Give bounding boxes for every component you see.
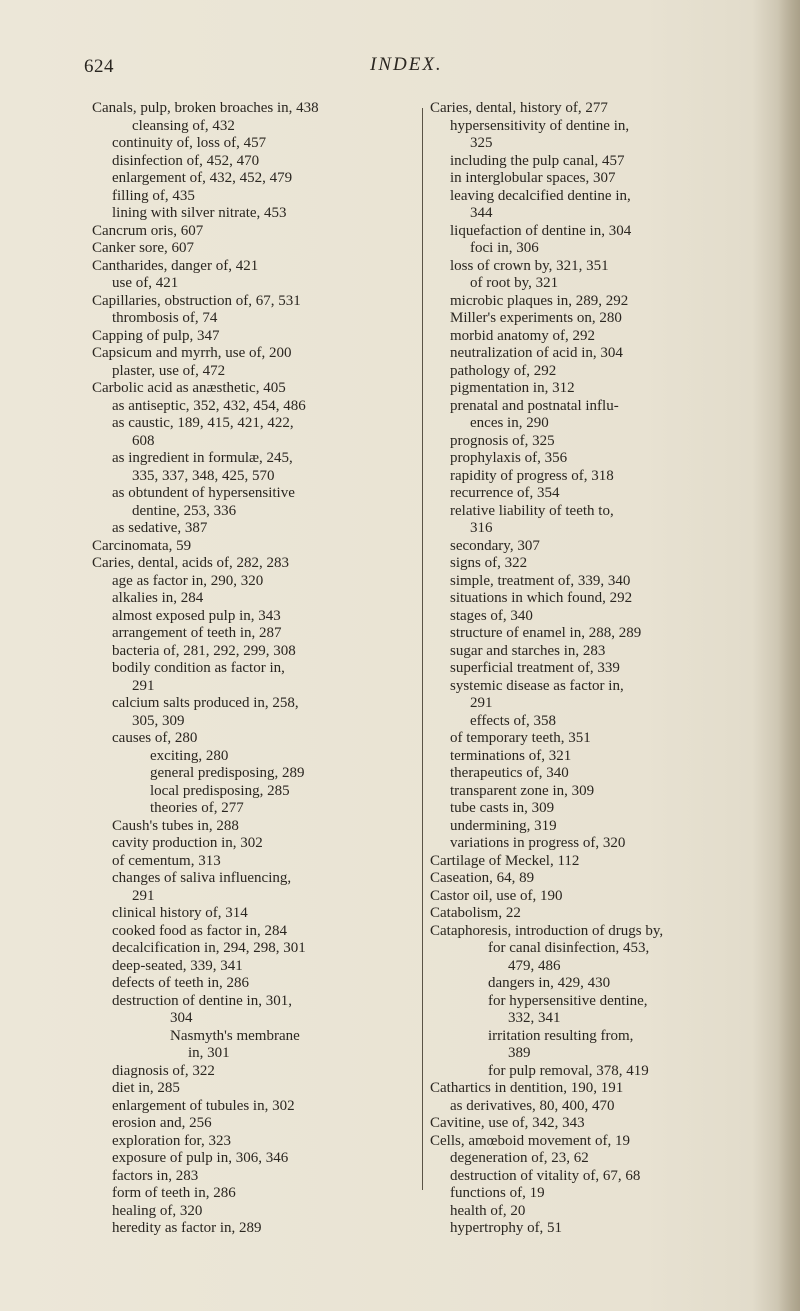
page-header bbox=[0, 50, 800, 80]
index-entry: as derivatives, 80, 400, 470 bbox=[450, 1097, 615, 1114]
index-entry: continuity of, loss of, 457 bbox=[112, 135, 267, 151]
index-entry: situations in which found, 292 bbox=[450, 590, 633, 606]
index-entry: alkalies in, 284 bbox=[112, 590, 204, 606]
index-entry: effects of, 358 bbox=[470, 712, 556, 729]
index-entry: 479, 486 bbox=[508, 957, 561, 974]
index-entry: general predisposing, 289 bbox=[150, 765, 305, 781]
index-entry: irritation resulting from, bbox=[488, 1027, 634, 1044]
index-entry: health of, 20 bbox=[450, 1202, 526, 1219]
index-entry: as obtundent of hypersensitive bbox=[112, 485, 295, 501]
index-entry: as caustic, 189, 415, 421, 422, bbox=[112, 415, 294, 431]
index-entry: 305, 309 bbox=[132, 712, 185, 729]
index-entry: arrangement of teeth in, 287 bbox=[112, 625, 282, 641]
page-edge-shadow bbox=[778, 0, 800, 1311]
index-entry: variations in progress of, 320 bbox=[450, 835, 626, 851]
index-entry: bodily condition as factor in, bbox=[112, 660, 285, 676]
index-entry: 316 bbox=[470, 520, 493, 536]
index-entry: 291 bbox=[132, 677, 155, 694]
index-entry: Cavitine, use of, 342, 343 bbox=[430, 1115, 585, 1131]
index-entry: hypertrophy of, 51 bbox=[450, 1220, 563, 1236]
index-entry: causes of, 280 bbox=[112, 730, 198, 746]
index-entry: disinfection of, 452, 470 bbox=[112, 152, 260, 169]
index-entry: relative liability of teeth to, bbox=[450, 502, 614, 519]
index-entry: exposure of pulp in, 306, 346 bbox=[112, 1150, 289, 1166]
index-entry: decalcification in, 294, 298, 301 bbox=[112, 940, 306, 956]
index-entry: Cartilage of Meckel, 112 bbox=[430, 852, 580, 869]
index-entry: Carbolic acid as anæsthetic, 405 bbox=[92, 380, 286, 396]
index-entry: plaster, use of, 472 bbox=[112, 362, 226, 379]
index-entry: 332, 341 bbox=[508, 1010, 561, 1026]
index-entry: pigmentation in, 312 bbox=[450, 380, 575, 396]
index-entry: prognosis of, 325 bbox=[450, 432, 555, 449]
index-entry: Canker sore, 607 bbox=[92, 240, 195, 256]
index-entry: degeneration of, 23, 62 bbox=[450, 1150, 589, 1166]
index-entry: as antiseptic, 352, 432, 454, 486 bbox=[112, 397, 306, 414]
index-entry: tube casts in, 309 bbox=[450, 800, 555, 816]
index-entry: of root by, 321 bbox=[470, 275, 559, 291]
index-entry: bacteria of, 281, 292, 299, 308 bbox=[112, 642, 296, 659]
index-entry: cavity production in, 302 bbox=[112, 835, 263, 851]
index-entry: filling of, 435 bbox=[112, 187, 195, 204]
index-entry: systemic disease as factor in, bbox=[450, 677, 624, 694]
page-number: 624 bbox=[84, 56, 114, 77]
index-entry: cleansing of, 432 bbox=[132, 117, 235, 134]
index-entry: dangers in, 429, 430 bbox=[488, 975, 611, 991]
index-entry: 608 bbox=[132, 432, 155, 449]
index-entry: Caseation, 64, 89 bbox=[430, 870, 535, 886]
index-entry: Nasmyth's membrane bbox=[170, 1027, 300, 1044]
index-entry: exploration for, 323 bbox=[112, 1132, 231, 1149]
index-entry: in interglobular spaces, 307 bbox=[450, 170, 616, 186]
index-entry: Catabolism, 22 bbox=[430, 905, 521, 921]
index-entry: structure of enamel in, 288, 289 bbox=[450, 625, 642, 641]
index-entry: cooked food as factor in, 284 bbox=[112, 922, 287, 939]
index-entry: Capping of pulp, 347 bbox=[92, 327, 220, 344]
index-entry: clinical history of, 314 bbox=[112, 905, 248, 921]
index-entry: almost exposed pulp in, 343 bbox=[112, 607, 281, 624]
index-entry: age as factor in, 290, 320 bbox=[112, 572, 264, 589]
index-entry: prenatal and postnatal influ- bbox=[450, 397, 619, 414]
index-entry: leaving decalcified dentine in, bbox=[450, 187, 631, 204]
index-entry: exciting, 280 bbox=[150, 747, 229, 764]
index-entry: 291 bbox=[132, 887, 155, 904]
index-entry: Cathartics in dentition, 190, 191 bbox=[430, 1080, 624, 1096]
index-entry: terminations of, 321 bbox=[450, 747, 572, 764]
index-entry: calcium salts produced in, 258, bbox=[112, 695, 299, 711]
index-entry: defects of teeth in, 286 bbox=[112, 975, 250, 991]
index-entry: 325 bbox=[470, 135, 493, 151]
index-entry: hypersensitivity of dentine in, bbox=[450, 117, 630, 134]
index-entry: 344 bbox=[470, 205, 493, 221]
index-entry: erosion and, 256 bbox=[112, 1115, 212, 1131]
index-entry: Caries, dental, history of, 277 bbox=[430, 100, 608, 116]
index-entry: signs of, 322 bbox=[450, 555, 528, 571]
index-entry: liquefaction of dentine in, 304 bbox=[450, 222, 632, 239]
index-entry: loss of crown by, 321, 351 bbox=[450, 257, 609, 274]
index-entry: morbid anatomy of, 292 bbox=[450, 327, 595, 344]
index-entry: microbic plaques in, 289, 292 bbox=[450, 292, 629, 309]
index-column-left bbox=[92, 100, 417, 1238]
index-entry: for pulp removal, 378, 419 bbox=[488, 1062, 649, 1079]
index-entry: for canal disinfection, 453, bbox=[488, 940, 650, 956]
index-entry: of cementum, 313 bbox=[112, 852, 221, 869]
index-entry: rapidity of progress of, 318 bbox=[450, 467, 614, 484]
index-entry: functions of, 19 bbox=[450, 1185, 545, 1201]
index-entry: enlargement of, 432, 452, 479 bbox=[112, 170, 293, 186]
index-entry: foci in, 306 bbox=[470, 240, 539, 256]
index-entry: dentine, 253, 336 bbox=[132, 502, 237, 519]
index-entry: recurrence of, 354 bbox=[450, 485, 560, 501]
index-entry: local predisposing, 285 bbox=[150, 782, 290, 799]
index-entry: lining with silver nitrate, 453 bbox=[112, 205, 287, 221]
index-entry: thrombosis of, 74 bbox=[112, 310, 218, 326]
index-entry: prophylaxis of, 356 bbox=[450, 450, 568, 466]
column-divider bbox=[422, 108, 423, 1190]
index-entry: heredity as factor in, 289 bbox=[112, 1220, 262, 1236]
index-entry: destruction of dentine in, 301, bbox=[112, 992, 292, 1009]
index-entry: pathology of, 292 bbox=[450, 362, 557, 379]
index-entry: healing of, 320 bbox=[112, 1202, 203, 1219]
index-entry: Cancrum oris, 607 bbox=[92, 222, 204, 239]
index-entry: Canals, pulp, broken broaches in, 438 bbox=[92, 100, 319, 116]
index-entry: as ingredient in formulæ, 245, bbox=[112, 450, 293, 466]
index-entry: theories of, 277 bbox=[150, 800, 244, 816]
index-entry: transparent zone in, 309 bbox=[450, 782, 595, 799]
index-entry: Caries, dental, acids of, 282, 283 bbox=[92, 555, 290, 571]
index-entry: of temporary teeth, 351 bbox=[450, 730, 591, 746]
index-entry: form of teeth in, 286 bbox=[112, 1185, 236, 1201]
index-entry: Caush's tubes in, 288 bbox=[112, 817, 239, 834]
index-entry: 389 bbox=[508, 1045, 531, 1061]
index-entry: enlargement of tubules in, 302 bbox=[112, 1097, 295, 1114]
running-head: INDEX. bbox=[370, 54, 443, 75]
index-entry: diagnosis of, 322 bbox=[112, 1062, 215, 1079]
index-column-right bbox=[430, 100, 756, 1238]
index-entry: Miller's experiments on, 280 bbox=[450, 310, 622, 326]
index-entry: Capsicum and myrrh, use of, 200 bbox=[92, 345, 292, 361]
index-entry: Cells, amœboid movement of, 19 bbox=[430, 1132, 630, 1149]
index-entry: secondary, 307 bbox=[450, 537, 540, 554]
index-entry: destruction of vitality of, 67, 68 bbox=[450, 1167, 641, 1184]
index-entry: simple, treatment of, 339, 340 bbox=[450, 572, 631, 589]
index-entry: as sedative, 387 bbox=[112, 520, 208, 536]
index-entry: factors in, 283 bbox=[112, 1167, 199, 1184]
index-entry: 291 bbox=[470, 695, 493, 711]
index-entry: Cataphoresis, introduction of drugs by, bbox=[430, 922, 664, 939]
index-entry: Capillaries, obstruction of, 67, 531 bbox=[92, 292, 301, 309]
index-entry: Carcinomata, 59 bbox=[92, 537, 192, 554]
index-entry: therapeutics of, 340 bbox=[450, 765, 569, 781]
index-entry: Cantharides, danger of, 421 bbox=[92, 257, 259, 274]
index-entry: 304 bbox=[170, 1010, 193, 1026]
index-entry: undermining, 319 bbox=[450, 817, 557, 834]
index-entry: deep-seated, 339, 341 bbox=[112, 957, 243, 974]
index-entry: diet in, 285 bbox=[112, 1080, 180, 1096]
index-entry: changes of saliva influencing, bbox=[112, 870, 292, 886]
index-entry: Castor oil, use of, 190 bbox=[430, 887, 563, 904]
index-entry: including the pulp canal, 457 bbox=[450, 152, 625, 169]
index-entry: superficial treatment of, 339 bbox=[450, 660, 620, 676]
index-entry: stages of, 340 bbox=[450, 607, 533, 624]
index-entry: in, 301 bbox=[188, 1045, 230, 1061]
index-entry: sugar and starches in, 283 bbox=[450, 642, 606, 659]
index-entry: neutralization of acid in, 304 bbox=[450, 345, 623, 361]
index-entry: use of, 421 bbox=[112, 275, 179, 291]
index-entry: for hypersensitive dentine, bbox=[488, 992, 648, 1009]
index-entry: 335, 337, 348, 425, 570 bbox=[132, 467, 275, 484]
index-entry: ences in, 290 bbox=[470, 415, 549, 431]
